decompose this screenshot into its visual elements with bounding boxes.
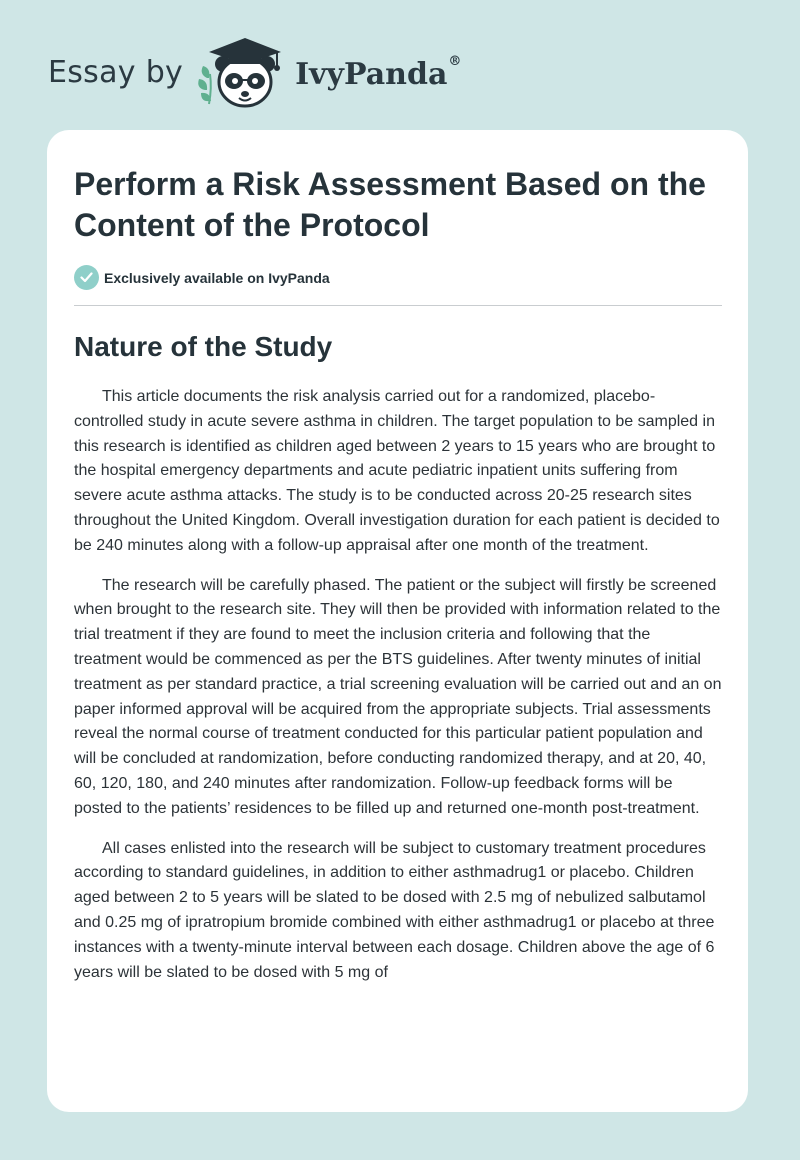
article-content: [74, 164, 722, 985]
availability-text: Exclusively available on IvyPanda: [104, 269, 330, 286]
site-header: [48, 32, 461, 112]
registered-mark: ®: [448, 53, 462, 69]
essay-by-label: Essay by: [48, 54, 184, 90]
checkmark-icon: [74, 265, 99, 290]
paragraph: This article documents the risk analysis carried out for a randomized, placebo-controlled study in acute severe asthma in children. The target population to be sampled in this research is identified as children aged between 2 years to 15 years who are brought to the hospital emergency departments and acute pediatric inpatient units suffering from severe acute asthma attacks. The study is to be conducted across 20-25 research sites throughout the United Kingdom. Overall investigation duration for each patient is decided to be 240 minutes along with a follow-up appraisal after one month of the treatment.: [74, 388, 720, 554]
article-title: Perform a Risk Assessment Based on the Content of the Protocol: [74, 166, 706, 243]
paragraph: The research will be carefully phased. The patient or the subject will firstly be screened when brought to the research site. They will then be provided with information related to the trial treatment if they are found to meet the inclusion criteria and following that the treatment would be commenced as per the BTS guidelines. After twenty minutes of initial treatment as per standard practice, a trial screening evaluation will be carried out and an on paper informed approval will be acquired from the appropriate subjects. Trial assessments reveal the normal course of treatment conducted for this particular patient population and will be concluded at randomization, before conducting randomized therapy, and at 20, 40, 60, 120, 180, and 240 minutes after randomization. Follow-up feedback forms will be posted to the patients’ residences to be filled up and returned one-month post-treatment.: [74, 576, 722, 817]
brand-name-text: IvyPanda: [295, 56, 448, 92]
availability-badge: [74, 265, 722, 290]
article-card: [47, 130, 748, 1112]
panda-logo-icon: [197, 34, 289, 110]
section-heading: Nature of the Study: [74, 331, 333, 362]
paragraph: All cases enlisted into the research will be subject to customary treatment procedures according to standard guidelines, in addition to either asthmadrug1 or placebo. Children aged between 2 to 5 years will be slated to be dosed with 2.5 mg of nebulized salbutamol and 0.25 mg of ipratropium bromide combined with either asthmadrug1 or placebo at three instances with a twenty-minute interval between each dosage. Children above the age of 6 years will be slated to be dosed with 5 mg of: [74, 839, 715, 981]
divider: [74, 305, 722, 306]
ivypanda-logo[interactable]: [197, 34, 289, 110]
brand-name[interactable]: [295, 53, 462, 92]
